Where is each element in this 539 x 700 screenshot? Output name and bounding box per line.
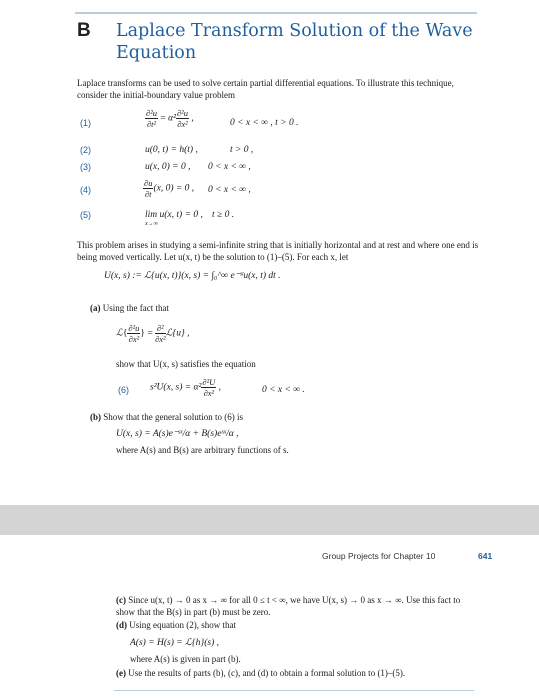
- transform-definition: U(x, s) := ℒ{u(x, t)}(x, s) = ∫₀^∞ e⁻ˢᵗu(x, t) dt .: [104, 271, 281, 281]
- part-a-show: show that U(x, s) satisfies the equation: [116, 359, 256, 369]
- running-head: Group Projects for Chapter 10: [322, 551, 436, 561]
- part-a: [90, 303, 495, 315]
- part-d-where: where A(s) is given in part (b).: [130, 654, 241, 664]
- part-a-label: (a): [90, 303, 101, 313]
- part-e-label: (e): [116, 668, 126, 678]
- eq-number-1: (1): [80, 118, 91, 128]
- intro-paragraph: Laplace transforms can be used to solve certain partial differential equations. To illustrate this technique, consider the initial-boundary value problem: [77, 78, 454, 100]
- eq-number-3: (3): [80, 162, 91, 172]
- part-a-lead: Using the fact that: [102, 303, 169, 313]
- eq6-condition: 0 < x < ∞ .: [262, 385, 305, 395]
- part-e-text: Use the results of parts (b), (c), and (d) to obtain a formal solution to (1)–(5).: [128, 668, 406, 678]
- part-b-label: (b): [90, 412, 101, 422]
- eq-limit-sub: x→∞: [145, 221, 158, 227]
- derivative-identity: ℒ{ $\frac{\text{∂²u}}{\text{∂x²}}$ } = $\frac{\text{∂²}}{\text{∂x²}}$ ℒ{u} ,: [116, 323, 190, 344]
- eq-lhs-4: $\frac{\partial u}{\partial t}$ (x, 0) = 0 ,: [144, 178, 195, 199]
- wave-equation: $\frac{\text{∂²u}}{\text{∂t²}}$ = α² $\frac{\text{∂²u}}{\text{∂x²}}$ ,: [146, 108, 194, 129]
- part-e: [116, 668, 481, 680]
- part-d-equation: A(s) = H(s) = ℒ{h}(s) ,: [130, 638, 219, 648]
- part-d-text: Using equation (2), show that: [129, 620, 236, 630]
- page-number: 641: [478, 551, 493, 561]
- eq-lhs-2: u(0, t) = h(t) ,: [145, 145, 198, 155]
- top-rule: [75, 12, 477, 14]
- eq6-lhs: s²U(x, s) = α²: [150, 382, 202, 393]
- equation-6: s²U(x, s) = α² $\frac{\text{∂²U}}{\text{∂x²}}$ ,: [150, 377, 222, 398]
- general-solution: U(x, s) = A(s)e⁻ˢˣ/α + B(s)eˢˣ/α ,: [116, 429, 239, 439]
- eq-condition-3: 0 < x < ∞ ,: [208, 162, 251, 172]
- eq-condition-1: 0 < x < ∞ , t > 0 .: [230, 118, 299, 128]
- part-c-label: (c): [116, 595, 126, 605]
- part-b-where: where A(s) and B(s) are arbitrary functions of s.: [116, 445, 289, 455]
- eq-number-5: (5): [80, 210, 91, 220]
- part-c-text: Since u(x, t) → 0 as x → ∞ for all 0 ≤ t < ∞, we have U(x, s) → 0 as x → ∞. Use this fact to show that the B(s) in part (b) must be zero.: [116, 595, 461, 617]
- eq-condition-4: 0 < x < ∞ ,: [208, 185, 251, 195]
- bottom-rule: [114, 690, 474, 691]
- eq-lhs-4-text: (x, 0) = 0 ,: [153, 183, 195, 194]
- page-gap: [0, 505, 539, 535]
- part-d: [116, 620, 481, 632]
- eq-number-4: (4): [80, 185, 91, 195]
- part-d-label: (d): [116, 620, 127, 630]
- section-letter: B: [77, 20, 91, 41]
- identity-tail: ℒ{u} ,: [165, 328, 190, 339]
- part-c: [116, 595, 481, 618]
- part-b: [90, 412, 495, 424]
- eq-condition-5: t ≥ 0 .: [212, 210, 235, 220]
- eq-lhs-3: u(x, 0) = 0 ,: [145, 162, 191, 172]
- eq-number-2: (2): [80, 145, 91, 155]
- part-b-text: Show that the general solution to (6) is: [103, 412, 243, 422]
- eq-condition-2: t > 0 ,: [230, 145, 254, 155]
- section-title: Laplace Transform Solution of the Wave Equation: [116, 21, 473, 63]
- eq-number-6: (6): [118, 385, 129, 395]
- eq-lhs-5: lim u(x, t) = 0 ,: [145, 210, 203, 220]
- problem-paragraph: This problem arises in studying a semi-infinite string that is initially horizontal and at rest and where one end is being moved vertically. Let u(x, t) be the solution to (1)–(5). For each x, let: [77, 240, 479, 262]
